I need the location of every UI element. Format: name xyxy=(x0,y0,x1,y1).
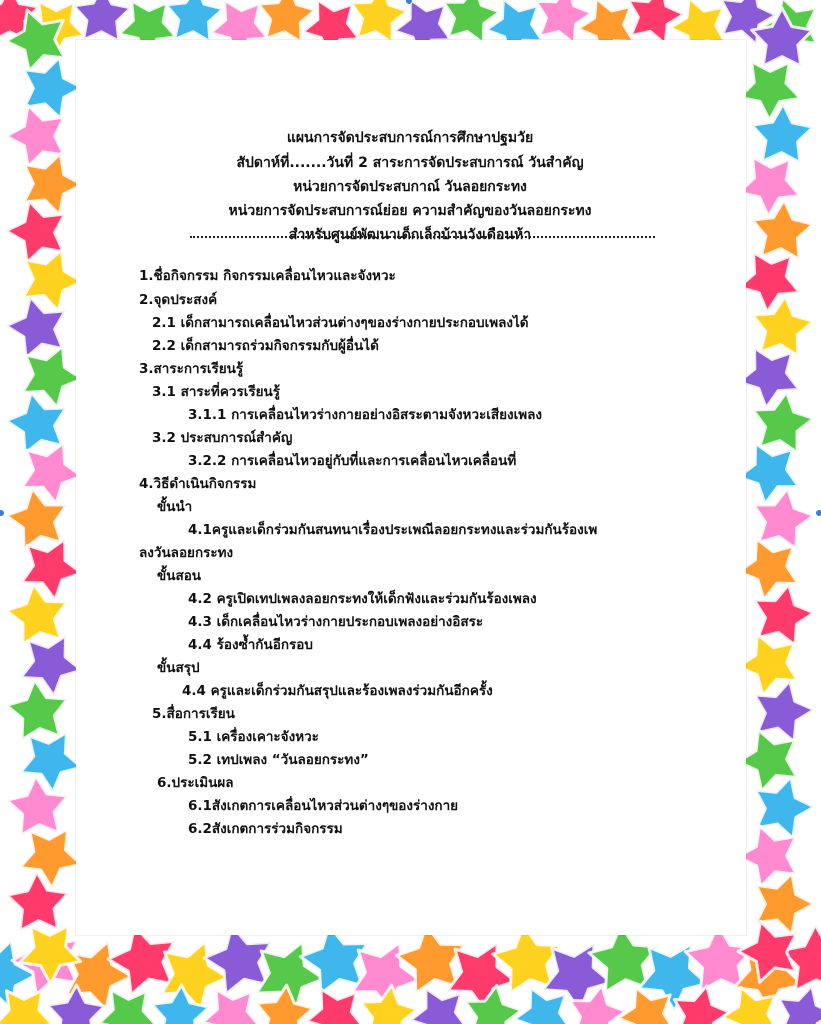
step-4-4: 4.4 ร้องซ้ำกันอีกรอบ xyxy=(188,637,313,653)
evaluation-6-1: 6.1สังเกตการเคลื่อนไหวส่วนต่างๆของร่างกาย xyxy=(188,798,459,814)
dotted-divider xyxy=(190,236,655,238)
step-4-2: 4.2 ครูเปิดเทปเพลงลอยกระทงให้เด็กฟังและร่วมกันร้องเพลง xyxy=(188,591,537,607)
center-line: สำหรับศูนย์พัฒนาเด็กเล็กบ้านวังเดือนห้า xyxy=(288,227,532,243)
content-3-2-2: 3.2.2 การเคลื่อนไหวอยู่กับที่และการเคลื่อนไหวเคลื่อนที่ xyxy=(188,453,517,469)
summary-step-heading: ขั้นสรุป xyxy=(157,660,200,676)
materials-heading: 5.สื่อการเรียน xyxy=(152,706,235,722)
week-line: สัปดาห์ที่.......วันที่ 2 สาระการจัดประสบการณ์ วันสำคัญ xyxy=(236,155,584,171)
procedure-heading: 4.วิธีดำเนินกิจกรรม xyxy=(139,476,257,492)
objective-2-2: 2.2 เด็กสามารถร่วมกิจกรรมกับผู้อื่นได้ xyxy=(152,338,379,354)
activity-name: 1.ชื่อกิจกรรม กิจกรรมเคลื่อนไหวและจังหวะ xyxy=(139,268,396,284)
evaluation-heading: 6.ประเมินผล xyxy=(157,775,234,791)
content-3-1-1: 3.1.1 การเคลื่อนไหวร่างกายอย่างอิสระตามจังหวะเสียงเพลง xyxy=(188,407,543,423)
step-4-1-cont: ลงวันลอยกระทง xyxy=(139,545,234,561)
step-4-3: 4.3 เด็กเคลื่อนไหวร่างกายประกอบเพลงอย่างอิสระ xyxy=(188,614,484,630)
step-4-1: 4.1ครูและเด็กร่วมกันสนทนาเรื่องประเพณีลอยกระทงและร่วมกันร้องเพ xyxy=(188,522,598,538)
subunit-line: หน่วยการจัดประสบการณ์ย่อย ความสำคัญของวันลอยกระทง xyxy=(228,203,592,219)
plan-title: แผนการจัดประสบการณ์การศึกษาปฐมวัย xyxy=(286,130,534,146)
material-5-1: 5.1 เครื่องเคาะจังหวะ xyxy=(188,729,319,745)
step-4-4-summary: 4.4 ครูและเด็กร่วมกันสรุปและร้องเพลงร่วมกันอีกครั้ง xyxy=(182,683,493,699)
learning-content-heading: 3.สาระการเรียนรู้ xyxy=(139,361,244,377)
unit-line: หน่วยการจัดประสบกาณ์ วันลอยกระทง xyxy=(293,179,527,195)
intro-step-heading: ขั้นนำ xyxy=(157,499,193,515)
evaluation-6-2: 6.2สังเกตการร่วมกิจกรรม xyxy=(188,821,343,837)
teach-step-heading: ขั้นสอน xyxy=(157,568,202,584)
content-3-1: 3.1 สาระที่ควรเรียนรู้ xyxy=(152,384,280,400)
objective-2-1: 2.1 เด็กสามารถเคลื่อนไหวส่วนต่างๆของร่างกายประกอบเพลงได้ xyxy=(152,315,529,331)
content-3-2: 3.2 ประสบการณ์สำคัญ xyxy=(152,430,293,446)
material-5-2: 5.2 เทปเพลง “วันลอยกระทง” xyxy=(188,752,369,768)
objectives-heading: 2.จุดประสงค์ xyxy=(139,292,218,308)
